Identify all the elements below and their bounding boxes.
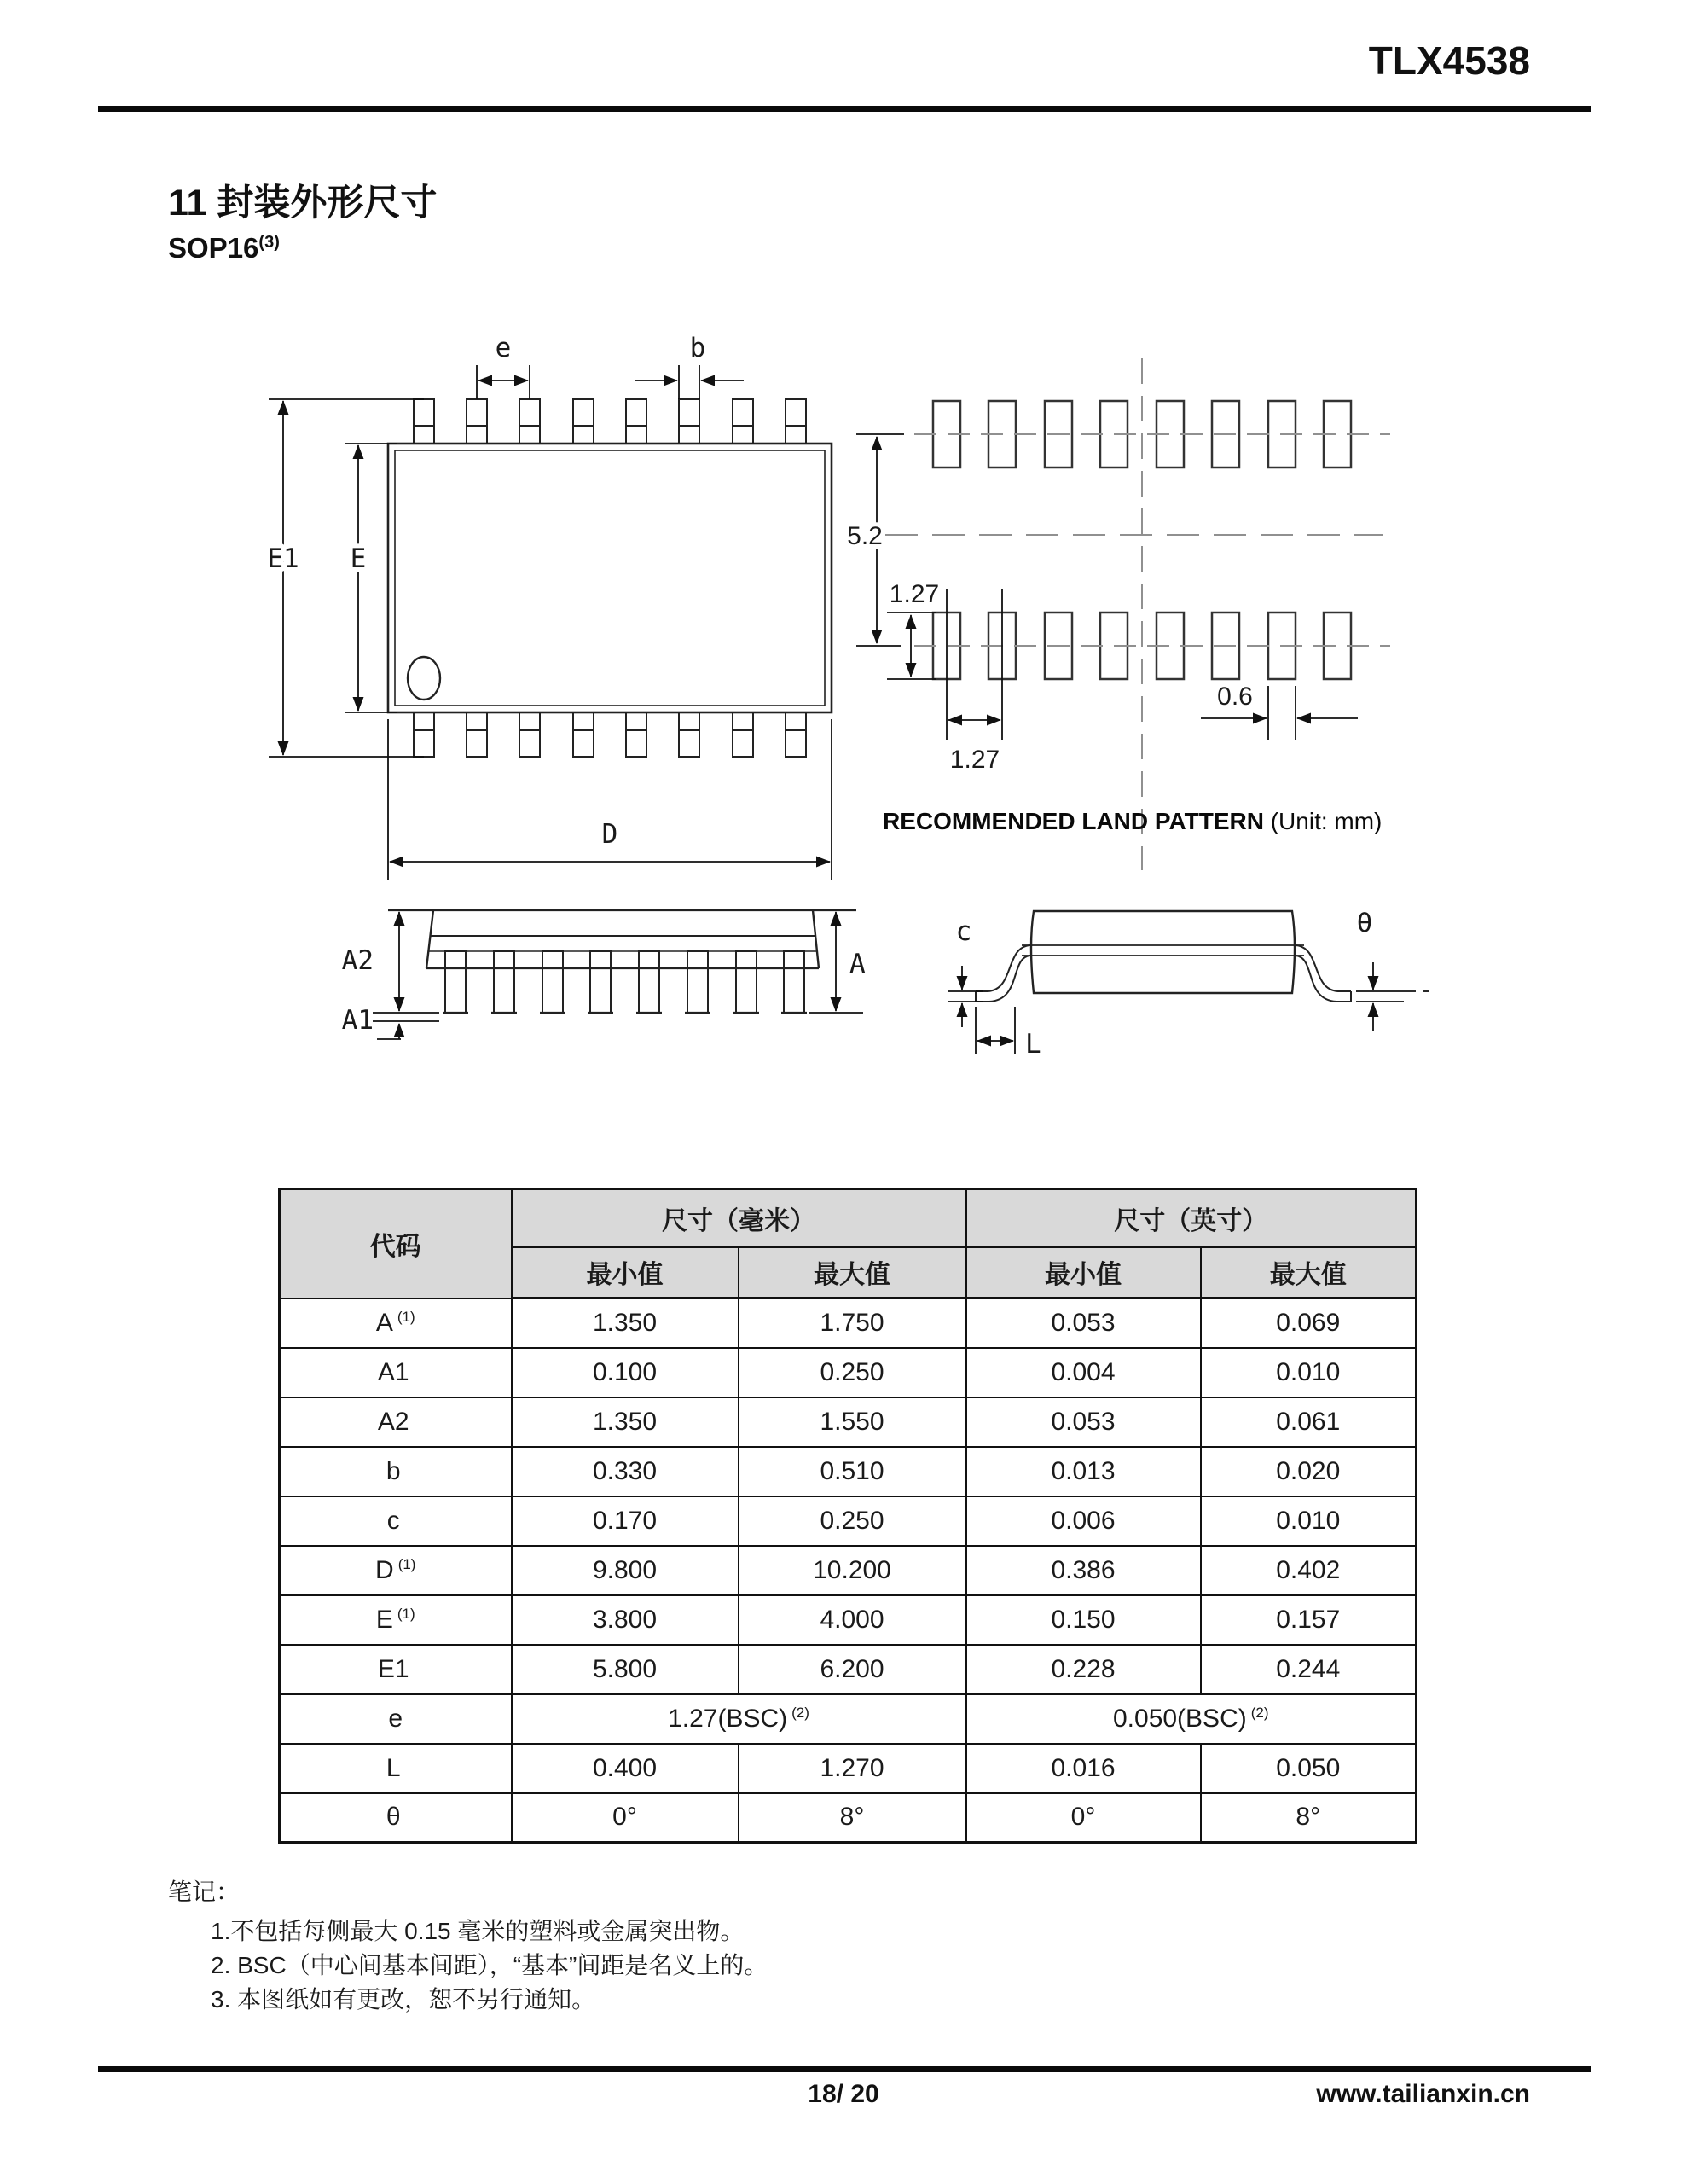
table-row-A2 (280, 1397, 1417, 1447)
mm-max-cell: 0.250 (739, 1348, 966, 1397)
col-header-mm-min: 最小值 (512, 1247, 739, 1298)
dim-code-cell (280, 1496, 512, 1546)
col-header-in-max: 最大值 (1201, 1247, 1417, 1298)
side-view-height (342, 910, 866, 1039)
mm-min-cell: 1.350 (512, 1298, 739, 1348)
col-group-mm: 尺寸（毫米） (512, 1189, 966, 1247)
dim-label-E: E (350, 543, 367, 574)
website-link: www.tailianxin.cn (1316, 2080, 1530, 2108)
table-row-D (280, 1546, 1417, 1595)
in-max-cell: 0.157 (1201, 1595, 1417, 1645)
dim-code-cell (280, 1348, 512, 1397)
in-max-cell: 8° (1201, 1793, 1417, 1843)
mm-max-cell: 1.270 (739, 1744, 966, 1793)
notes-title: 笔记： (168, 1879, 241, 1905)
mm-min-cell: 0.400 (512, 1744, 739, 1793)
side-view-lead (948, 908, 1429, 1060)
dim-label-pad-pitch: 1.27 (949, 746, 1000, 774)
dim-code-cell (280, 1447, 512, 1496)
note-item-1: 1.不包括每侧最大 0.15 毫米的塑料或金属突出物。 (211, 1918, 745, 1944)
section-title: 11 封装外形尺寸 (168, 183, 438, 224)
in-max-cell: 0.010 (1201, 1496, 1417, 1546)
notes-block (168, 1873, 768, 2017)
mm-min-cell: 1.350 (512, 1397, 739, 1447)
table-row-theta (280, 1793, 1417, 1843)
col-header-mm-max: 最大值 (739, 1247, 966, 1298)
dim-code: A1 (377, 1357, 409, 1386)
mm-max-cell: 4.000 (739, 1595, 966, 1645)
land-pattern-caption (883, 808, 1382, 834)
dim-code-cell (280, 1397, 512, 1447)
dim-code-cell (280, 1298, 512, 1348)
in-max-cell: 0.402 (1201, 1546, 1417, 1595)
col-header-code: 代码 (280, 1189, 512, 1298)
note-item-2: 2. BSC（中心间基本间距），“基本”间距是名义上的。 (211, 1952, 768, 1978)
dim-label-E1: E1 (267, 543, 299, 574)
in-max-cell: 0.061 (1201, 1397, 1417, 1447)
in-max-cell: 0.244 (1201, 1645, 1417, 1694)
in-span-value: 0.050(BSC) (1112, 1704, 1247, 1733)
in-max-cell: 0.020 (1201, 1447, 1417, 1496)
in-min-cell: 0.228 (966, 1645, 1201, 1694)
top-view (388, 399, 832, 757)
in-min-cell: 0.053 (966, 1397, 1201, 1447)
dim-label-e: e (495, 333, 512, 363)
mm-max-cell: 6.200 (739, 1645, 966, 1694)
mm-max-cell: 1.750 (739, 1298, 966, 1348)
table-row-e (280, 1694, 1417, 1744)
dim-label-b: b (689, 333, 706, 363)
footer-rule (98, 2066, 1591, 2072)
dimension-table (278, 1188, 1417, 1844)
dim-code-cell: e (280, 1694, 512, 1744)
dim-label-A1: A1 (341, 1005, 374, 1036)
in-max-cell: 0.050 (1201, 1744, 1417, 1793)
dim-code: E (375, 1605, 393, 1634)
dim-code-sup: (1) (397, 1605, 415, 1622)
package-footnote-sup: (3) (258, 233, 280, 252)
table-row-b (280, 1447, 1417, 1496)
col-header-in-min: 最小值 (966, 1247, 1201, 1298)
package-outline-drawing (0, 324, 1687, 1092)
in-min-cell: 0.053 (966, 1298, 1201, 1348)
mm-span-cell (512, 1694, 966, 1744)
dim-code: L (386, 1753, 401, 1782)
dim-code: E1 (377, 1654, 409, 1683)
note-item-3: 3. 本图纸如有更改，恕不另行通知。 (211, 1986, 596, 2013)
dim-label-theta: θ (1356, 908, 1373, 938)
mm-min-cell: 0° (512, 1793, 739, 1843)
in-min-cell: 0.386 (966, 1546, 1201, 1595)
dim-label-L: L (1025, 1029, 1041, 1060)
land-pattern (847, 358, 1390, 870)
mm-min-cell: 0.170 (512, 1496, 739, 1546)
table-row-L (280, 1744, 1417, 1793)
in-min-cell: 0.013 (966, 1447, 1201, 1496)
mm-min-cell: 5.800 (512, 1645, 739, 1694)
package-label: SOP16 (168, 232, 259, 264)
in-max-cell: 0.069 (1201, 1298, 1417, 1348)
dim-code: b (386, 1456, 401, 1485)
dim-label-A2: A2 (341, 945, 374, 976)
dim-code-cell (280, 1595, 512, 1645)
dim-code-sup: (1) (397, 1308, 415, 1325)
mm-span-value: 1.27(BSC) (668, 1704, 788, 1733)
dim-label-A: A (849, 949, 866, 979)
land-pattern-caption-unit: (Unit: mm) (1263, 808, 1383, 834)
mm-max-cell: 0.510 (739, 1447, 966, 1496)
dim-label-c: c (955, 916, 972, 947)
dim-code: θ (386, 1803, 401, 1832)
dim-label-D: D (601, 819, 618, 850)
dim-code: A (375, 1308, 393, 1337)
mm-min-cell: 3.800 (512, 1595, 739, 1645)
mm-min-cell: 0.330 (512, 1447, 739, 1496)
mm-max-cell: 1.550 (739, 1397, 966, 1447)
table-row-E (280, 1595, 1417, 1645)
table-row-c (280, 1496, 1417, 1546)
in-span-sup: (2) (1250, 1704, 1269, 1721)
in-span-cell (966, 1694, 1417, 1744)
in-min-cell: 0.016 (966, 1744, 1201, 1793)
dim-code: A2 (377, 1407, 409, 1436)
table-row-A1 (280, 1348, 1417, 1397)
package-name (168, 232, 280, 264)
dim-code-cell (280, 1744, 512, 1793)
dim-label-row-spacing: 5.2 (847, 522, 883, 550)
dim-code: D (375, 1555, 394, 1584)
mm-max-cell: 8° (739, 1793, 966, 1843)
header-rule (98, 106, 1591, 112)
table-row-E1 (280, 1645, 1417, 1694)
dim-code-cell (280, 1645, 512, 1694)
in-min-cell: 0.150 (966, 1595, 1201, 1645)
page-number: 18/ 20 (808, 2080, 879, 2108)
col-group-inch: 尺寸（英寸） (966, 1189, 1417, 1247)
mm-min-cell: 0.100 (512, 1348, 739, 1397)
mm-max-cell: 10.200 (739, 1546, 966, 1595)
dim-label-pad-length: 1.27 (889, 580, 940, 608)
dim-code-sup: (1) (397, 1555, 416, 1572)
table-row-A (280, 1298, 1417, 1348)
dim-code-cell (280, 1546, 512, 1595)
in-min-cell: 0.006 (966, 1496, 1201, 1546)
dim-label-pad-width: 0.6 (1217, 682, 1253, 711)
in-max-cell: 0.010 (1201, 1348, 1417, 1397)
in-min-cell: 0° (966, 1793, 1201, 1843)
in-min-cell: 0.004 (966, 1348, 1201, 1397)
dim-code: c (386, 1506, 400, 1535)
mm-max-cell: 0.250 (739, 1496, 966, 1546)
dim-code-cell (280, 1793, 512, 1843)
mm-span-sup: (2) (791, 1704, 809, 1721)
product-title: TLX4538 (1368, 38, 1530, 83)
mm-min-cell: 9.800 (512, 1546, 739, 1595)
land-pattern-caption-title: RECOMMENDED LAND PATTERN (883, 808, 1264, 834)
